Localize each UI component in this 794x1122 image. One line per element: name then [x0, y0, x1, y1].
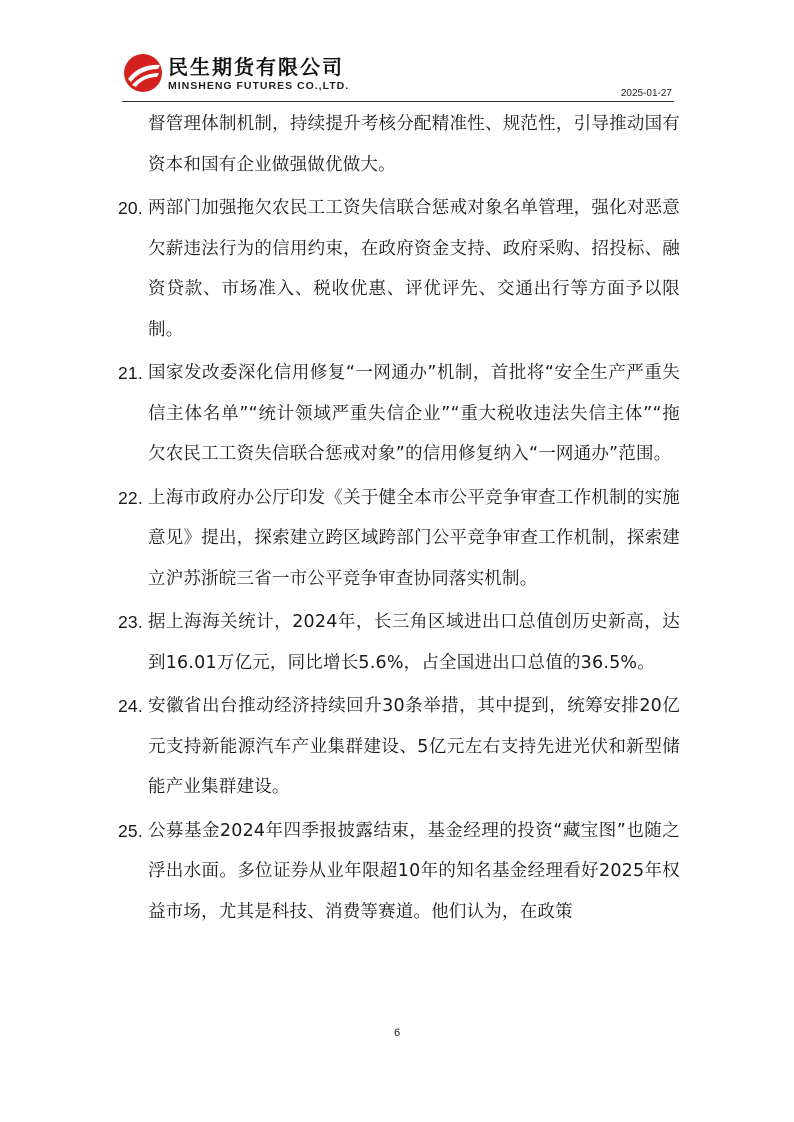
- report-date: 2025-01-27: [620, 88, 672, 99]
- minsheng-futures-logo-icon: [122, 52, 164, 94]
- company-logo: [122, 52, 349, 94]
- news-item-25: [118, 811, 680, 933]
- news-item-23: [118, 602, 680, 683]
- news-item-24: [118, 686, 680, 808]
- news-item-21: [118, 353, 680, 475]
- company-name-cn: 民生期货有限公司: [168, 55, 344, 79]
- item-number: 20.: [118, 198, 143, 218]
- item-text: 两部门加强拖欠农民工工资失信联合惩戒对象名单管理，强化对恶意欠薪违法行为的信用约束，在政府资金支持、政府采购、招投标、融资贷款、市场准入、税收优惠、评优评先、交通出行等方面予以限制。: [148, 198, 680, 340]
- item-number: 22.: [118, 487, 143, 508]
- item-number: 21.: [118, 363, 143, 383]
- item-text: 公募基金2024年四季报披露结束，基金经理的投资“藏宝图”也随之浮出水面。多位证券从业年限超10年的知名基金经理看好2025年权益市场，尤其是科技、消费等赛道。他们认为，在政策: [148, 820, 680, 922]
- continued-text: 督管理体制机制，持续提升考核分配精准性、规范性，引导推动国有资本和国有企业做强做优做大。: [148, 114, 680, 175]
- item-text: 国家发改委深化信用修复“一网通办”机制，首批将“安全生产严重失信主体名单”“统计领域严重失信企业”“重大税收违法失信主体”“拖欠农民工工资失信联合惩戒对象”的信用修复纳入“一网通办”范围。: [148, 363, 680, 464]
- news-item-22: [118, 478, 680, 600]
- header-divider: [122, 101, 674, 102]
- item-number: 23.: [118, 612, 143, 632]
- company-name-en: MINSHENG FUTURES CO.,LTD.: [168, 80, 350, 92]
- item-text: 据上海海关统计，2024年，长三角区域进出口总值创历史新高，达到16.01万亿元，同比增长5.6%，占全国进出口总值的36.5%。: [148, 612, 680, 673]
- item-text: 上海市政府办公厅印发《关于健全本市公平竞争审查工作机制的实施意见》提出，探索建立跨区域跨部门公平竞争审查工作机制，探索建立沪苏浙皖三省一市公平竞争审查协同落实机制。: [148, 487, 680, 589]
- continued-paragraph: [118, 104, 680, 185]
- page-header: [122, 52, 674, 102]
- item-number: 25.: [118, 820, 143, 841]
- news-item-20: [118, 188, 680, 350]
- page-number: 6: [393, 1027, 401, 1039]
- item-number: 24.: [118, 696, 143, 716]
- news-list: [118, 104, 680, 932]
- item-text: 安徽省出台推动经济持续回升30条举措，其中提到，统筹安排20亿元支持新能源汽车产业集群建设、5亿元左右支持先进光伏和新型储能产业集群建设。: [148, 696, 680, 797]
